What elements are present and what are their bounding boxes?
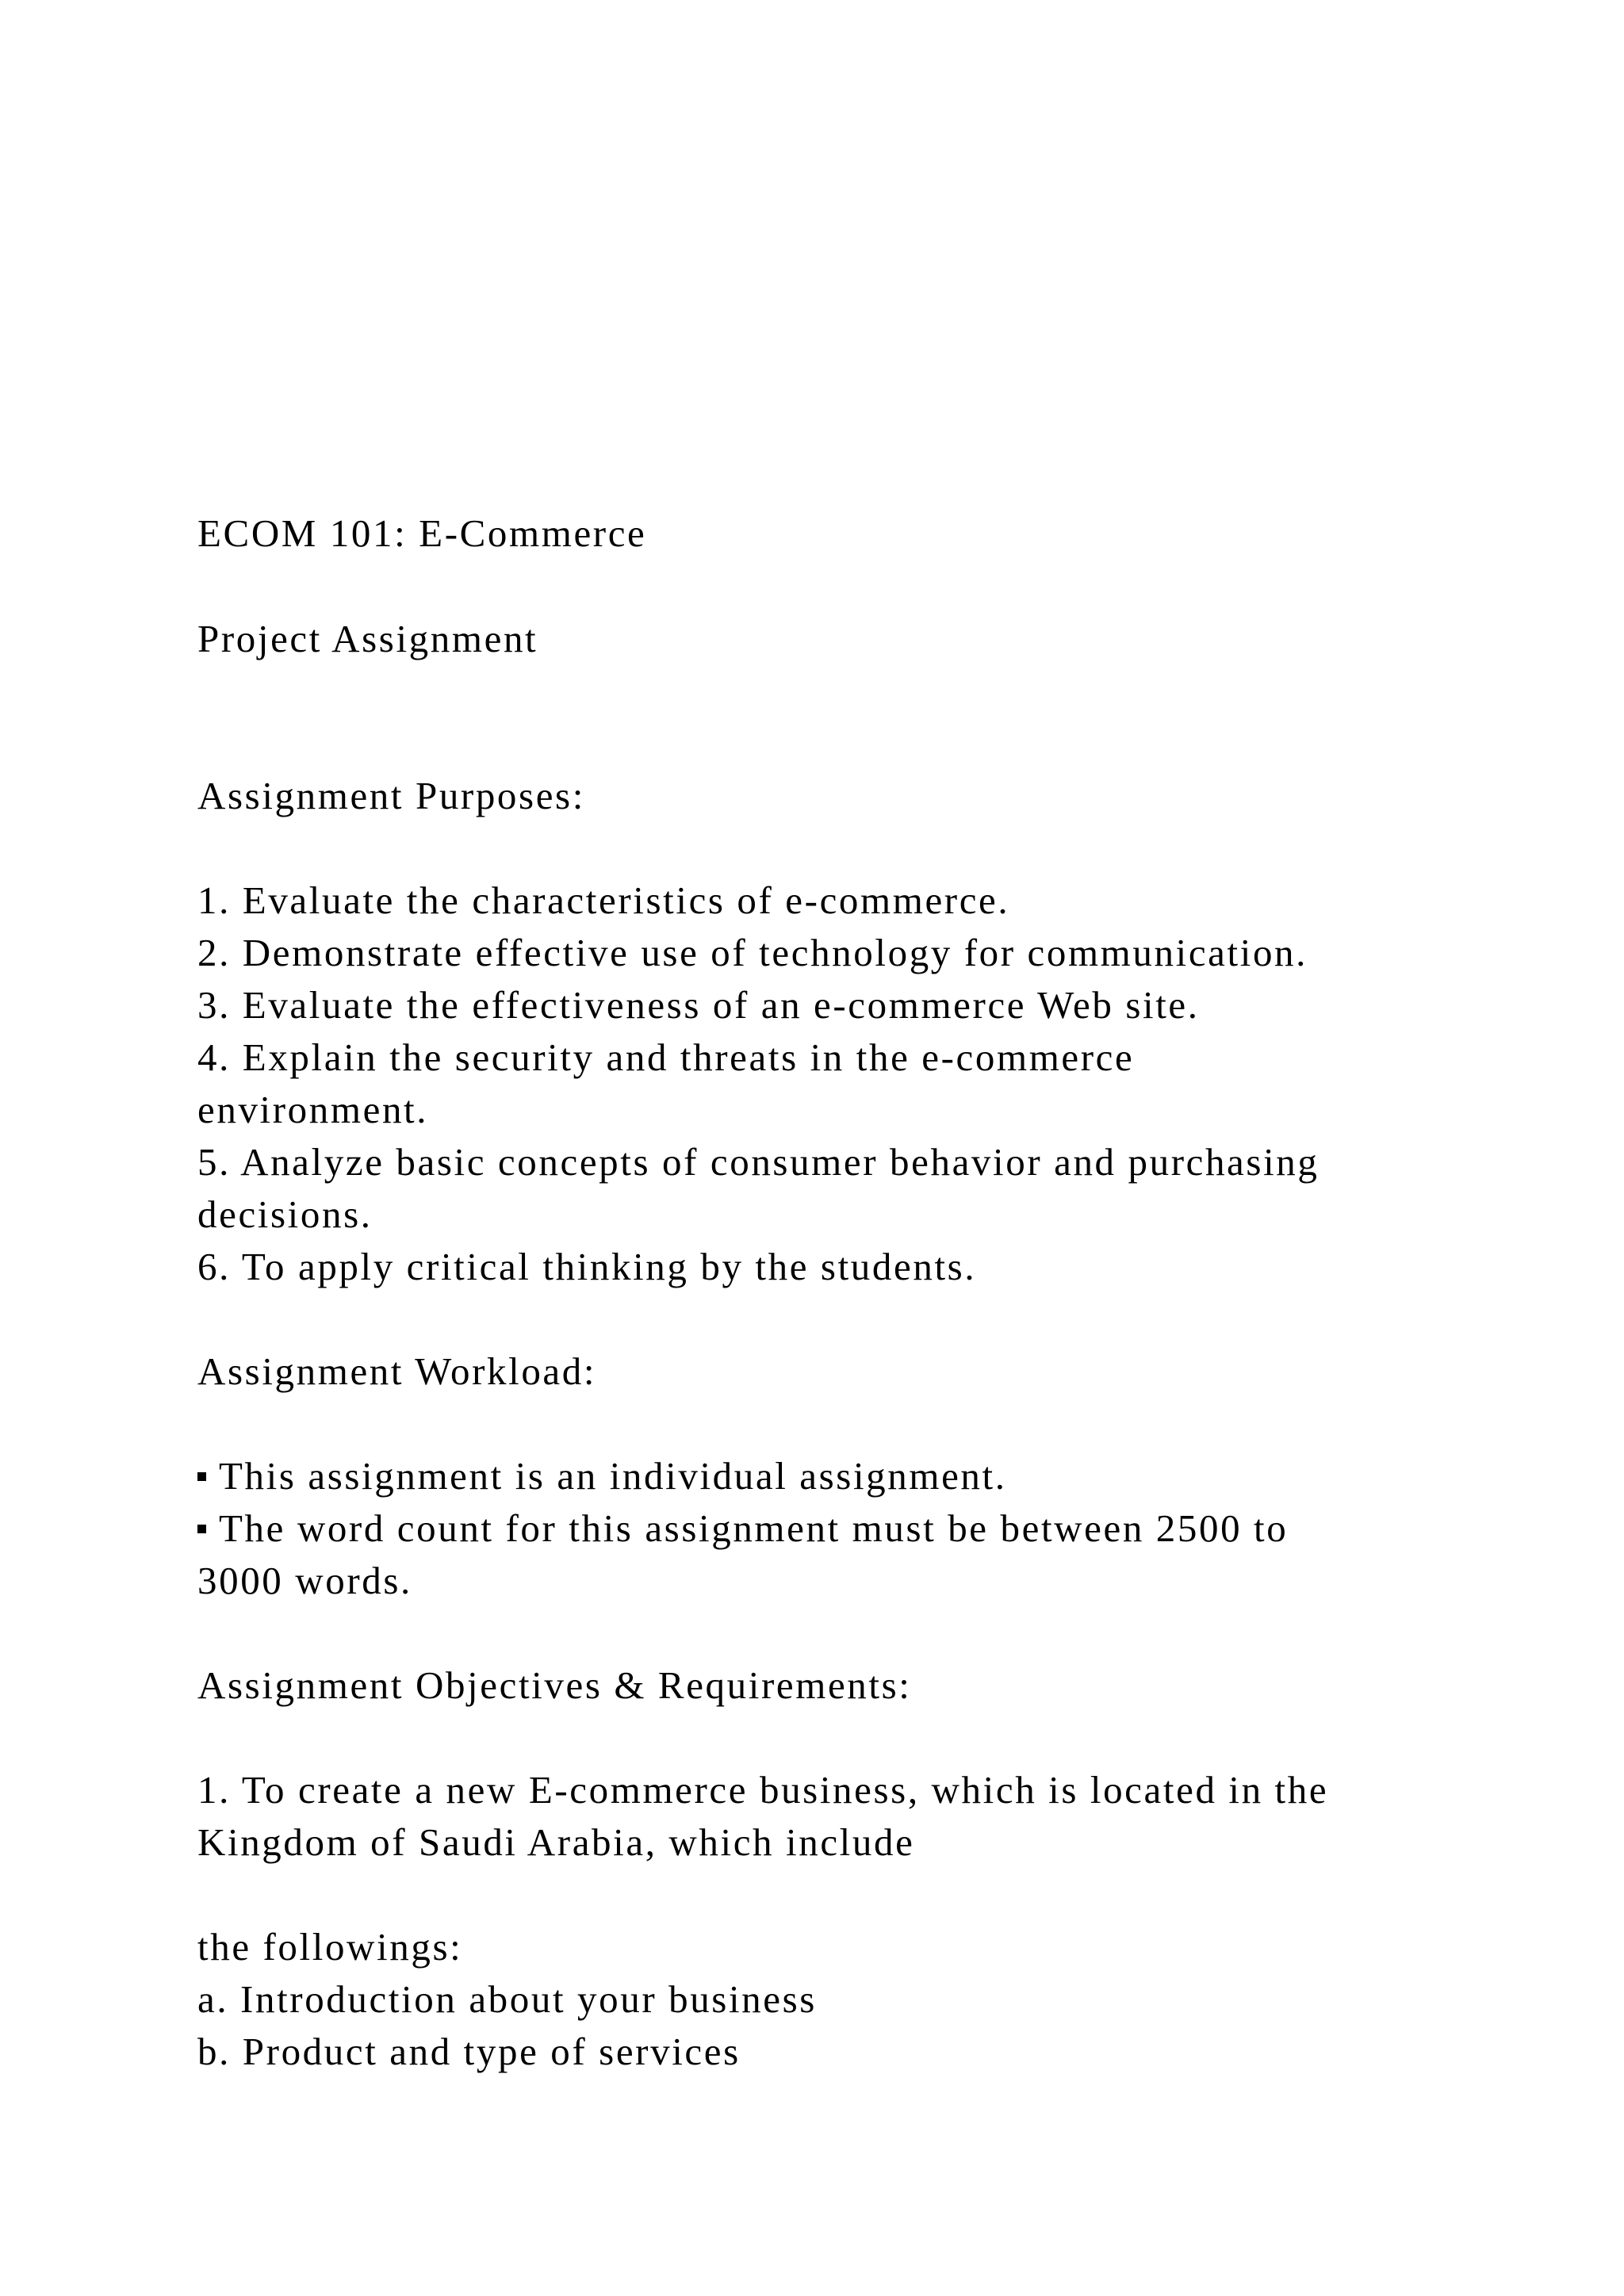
workload-heading: Assignment Workload: xyxy=(197,1349,597,1393)
workload-item-text: This assignment is an individual assignment. xyxy=(219,1454,1007,1498)
objective-subitem: b. Product and type of services xyxy=(197,2030,741,2073)
purpose-item: 5. Analyze basic concepts of consumer behavior and purchasing xyxy=(197,1140,1320,1184)
course-title: ECOM 101: E-Commerce xyxy=(197,511,647,555)
purpose-item-continued: decisions. xyxy=(197,1192,373,1236)
workload-item xyxy=(197,1452,1007,1500)
purposes-heading: Assignment Purposes: xyxy=(197,774,585,817)
square-bullet-icon xyxy=(197,1525,206,1533)
purpose-item: 1. Evaluate the characteristics of e-commerce. xyxy=(197,878,1010,922)
objectives-heading: Assignment Objectives & Requirements: xyxy=(197,1663,912,1707)
purpose-item: 2. Demonstrate effective use of technology for communication. xyxy=(197,931,1308,974)
purpose-item-continued: environment. xyxy=(197,1088,429,1131)
objective-item-continued: Kingdom of Saudi Arabia, which include xyxy=(197,1820,915,1864)
objective-item: 1. To create a new E-commerce business, which is located in the xyxy=(197,1768,1329,1812)
square-bullet-icon xyxy=(197,1472,206,1481)
workload-item-continued: 3000 words. xyxy=(197,1559,412,1602)
purpose-item: 4. Explain the security and threats in the e-commerce xyxy=(197,1035,1135,1079)
objective-subitem: a. Introduction about your business xyxy=(197,1977,817,2021)
workload-item-text: The word count for this assignment must be between 2500 to xyxy=(219,1506,1289,1550)
workload-item xyxy=(197,1505,1288,1552)
purpose-item: 3. Evaluate the effectiveness of an e-commerce Web site. xyxy=(197,983,1200,1027)
purpose-item: 6. To apply critical thinking by the students. xyxy=(197,1245,977,1288)
objective-item-continued: the followings: xyxy=(197,1925,463,1969)
document-subtitle: Project Assignment xyxy=(197,617,538,660)
